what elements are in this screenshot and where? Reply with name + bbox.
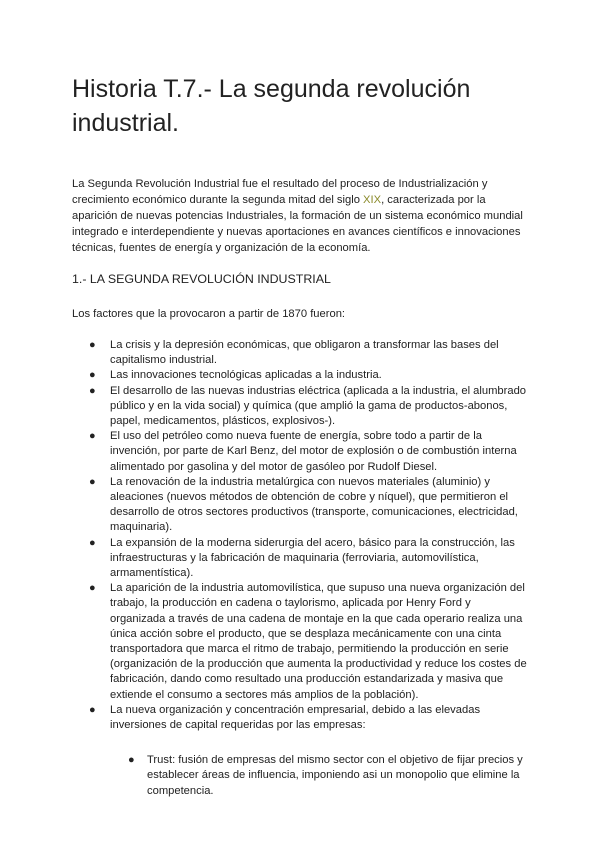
list-item — [72, 368, 528, 383]
bullet-icon: ● — [89, 475, 96, 488]
bullet-icon: ● — [89, 384, 96, 397]
list-item-text: La nueva organización y concentración empresarial, debido a las elevadas inversiones de capital requeridas por las empresas: — [110, 703, 481, 732]
bullet-icon: ● — [89, 339, 96, 351]
list-item — [72, 338, 528, 368]
bullet-icon: ● — [89, 369, 96, 382]
list-item-text: La expansión de la moderna siderurgia del acero, básico para la construcción, las infraestructuras y la fabricación de maquinaria (ferroviaria, automovilística, armamentística). — [110, 536, 515, 580]
section-heading: 1.- LA SEGUNDA REVOLUCIÓN INDUSTRIAL — [72, 272, 331, 286]
list-item-text: Las innovaciones tecnológicas aplicadas a la industria. — [110, 369, 382, 382]
sub-list-item — [72, 753, 528, 799]
list-item — [72, 703, 528, 733]
bullet-icon: ● — [89, 536, 96, 549]
lead-sentence: Los factores que la provocaron a partir de 1870 fueron: — [72, 308, 346, 320]
list-item — [72, 536, 528, 582]
concentration-sublist — [72, 753, 528, 799]
sub-list-item-text: Trust: fusión de empresas del mismo sector con el objetivo de fijar precios y establecer áreas de influencia, imponiendo asi un monopolio que elimine la competencia. — [147, 754, 523, 797]
bullet-icon: ● — [89, 703, 96, 716]
factors-list — [72, 338, 528, 733]
intro-highlight-century: XIX — [363, 194, 382, 206]
intro-paragraph — [72, 176, 528, 256]
list-item-text: El uso del petróleo como nueva fuente de energía, sobre todo a partir de la invención, por parte de Karl Benz, del motor de explosión o de combustión interna alimentado por gasolina y del motor de gasóleo por Rudolf Diesel. — [110, 430, 517, 473]
bullet-icon: ● — [89, 430, 96, 443]
list-item-text: La renovación de la industria metalúrgica con nuevos materiales (aluminio) y aleaciones (nuevos métodos de obtención de cobre y níquel), que permitieron el desarrollo de otros sectores productivos (transporte, comunicaciones, electricidad, maquinaria). — [110, 475, 518, 534]
bullet-icon: ● — [128, 754, 135, 767]
list-item — [72, 581, 528, 703]
list-item-text: El desarrollo de las nuevas industrias eléctrica (aplicada a la industria, el alumbrado público y en la vida social) y química (que amplió la gama de productos-abonos, papel, medicamentos, plásticos, explosivos-). — [110, 384, 527, 428]
list-item-text: La crisis y la depresión económicas, que obligaron a transformar las bases del capitalismo industrial. — [110, 339, 499, 367]
bullet-icon: ● — [89, 582, 96, 595]
list-item — [72, 384, 528, 430]
list-item — [72, 429, 528, 475]
intro-text-start: La Segunda Revolución Industrial fue el resultado del proceso de Industrialización y crecimiento económico durante la segunda mitad del siglo — [72, 178, 488, 206]
intro-text-end: , caracterizada por la aparición de nuevas potencias Industriales, la formación de un sistema económico mundial integrado e interdependiente y nuevas aportaciones en avances científicos e innovaciones técnicas, fuentes de energía y organización de la economía. — [72, 194, 523, 254]
list-item — [72, 475, 528, 536]
document-title: Historia T.7.- La segunda revolución industrial. — [72, 75, 471, 137]
list-item-text: La aparición de la industria automovilística, que supuso una nueva organización del trabajo, la producción en cadena o taylorismo, aplicada por Henry Ford y organizada a través de una cadena de montaje en la que cada operario realiza una única acción sobre el producto, que se desplaza mecánicamente con una cinta transportadora que marca el ritmo de trabajo, permitiendo la producción en serie (organización de la producción que aumenta la productividad y reduce los costes de fabricación, dando como resultado una producción estandarizada y masiva que extiende el consumo a sectores más amplios de la población). — [110, 582, 527, 701]
